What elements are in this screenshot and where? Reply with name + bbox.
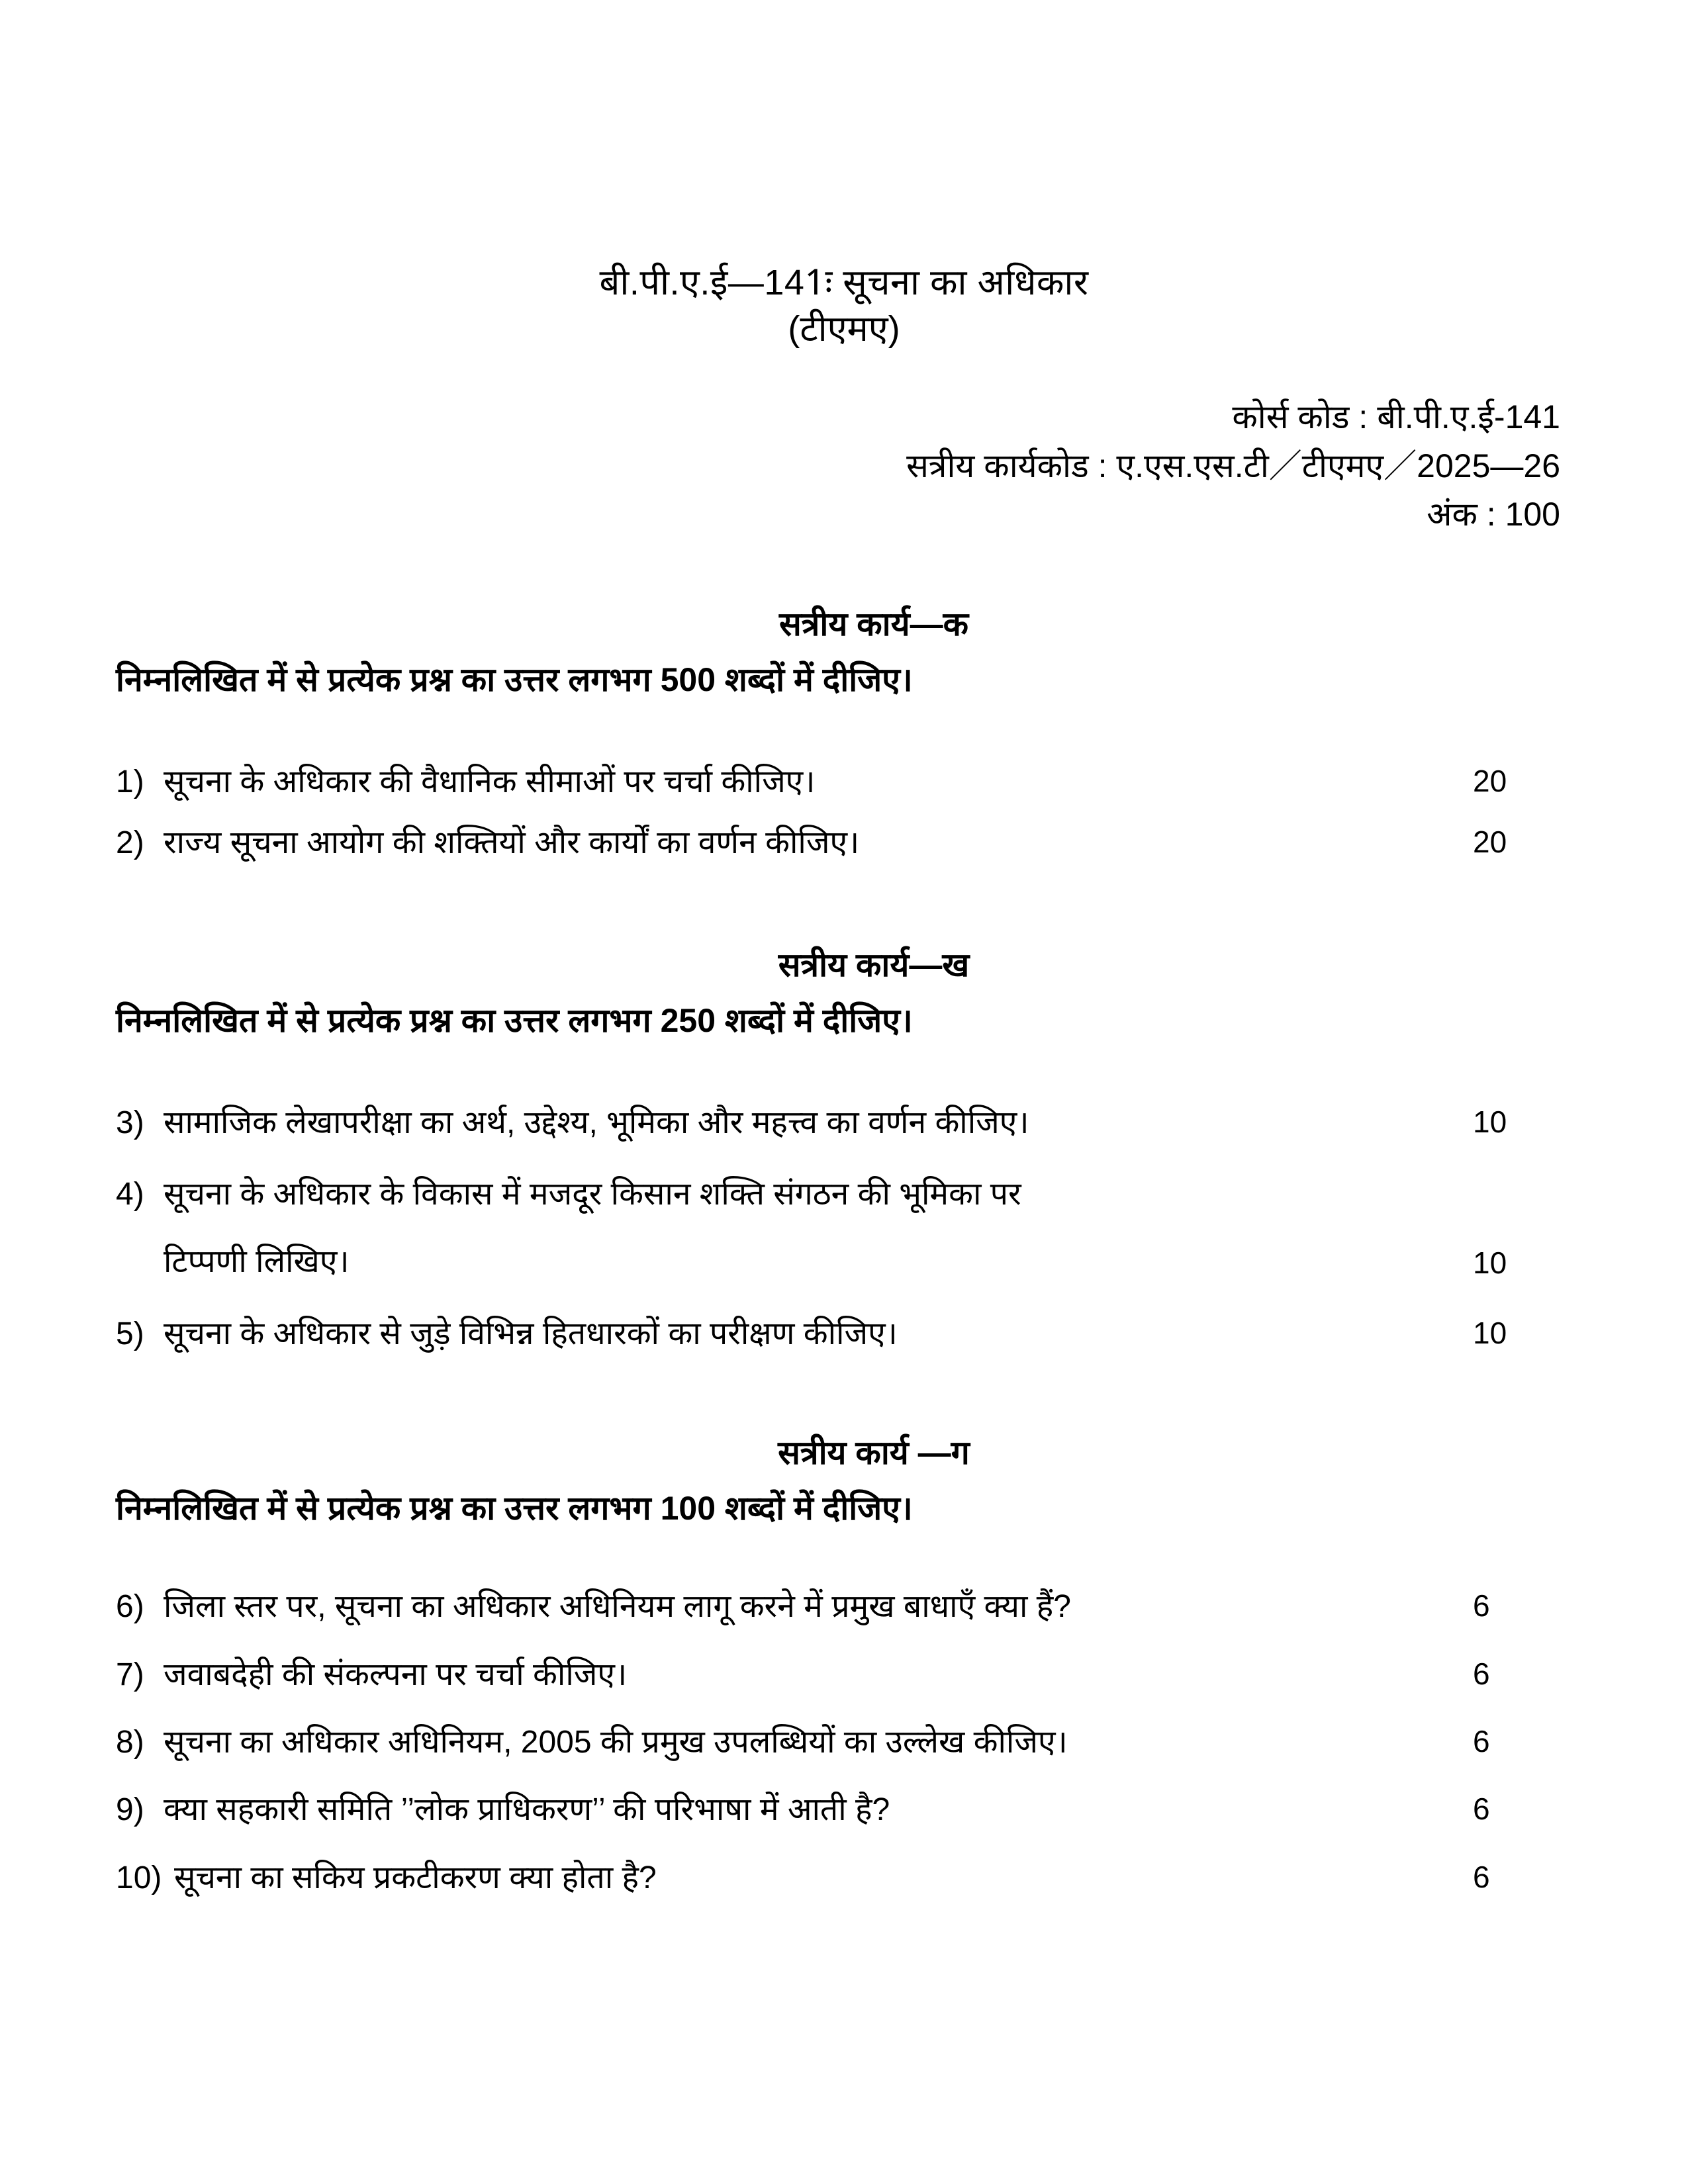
question-number: 4)	[116, 1177, 144, 1212]
question-marks: 6	[1473, 1792, 1490, 1827]
question-text: जिला स्तर पर, सूचना का अधिकार अधिनियम लागू करने में प्रमुख बाधाएँ क्या हैं?	[164, 1589, 1071, 1625]
section-instruction-b: निम्नलिखित में से प्रत्येक प्रश्न का उत्तर लगभग 250 शब्दों में दीजिए।	[116, 1001, 913, 1039]
question-number: 6)	[116, 1589, 144, 1625]
question-text: सूचना का सकिय प्रकटीकरण क्या होता है?	[174, 1860, 657, 1895]
page-content-area	[116, 0, 1572, 2184]
question-number: 1)	[116, 764, 144, 799]
question-row	[116, 823, 1572, 864]
question-row	[116, 1655, 1572, 1696]
page-subtitle: (टीएमए)	[788, 309, 900, 349]
question-marks: 6	[1473, 1656, 1490, 1691]
question-row	[116, 1790, 1572, 1831]
question-marks: 10	[1473, 1104, 1507, 1139]
question-number: 5)	[116, 1316, 144, 1351]
question-row	[116, 1722, 1572, 1763]
question-row	[116, 1174, 1572, 1283]
question-marks: 10	[1473, 1315, 1507, 1350]
question-row	[116, 762, 1572, 803]
question-marks: 20	[1473, 763, 1507, 798]
question-text: सामाजिक लेखापरीक्षा का अर्थ, उद्देश्य, भूमिका और महत्त्व का वर्णन कीजिए।	[164, 1105, 1029, 1140]
question-text: राज्य सूचना आयोग की शक्तियों और कार्यों का वर्णन कीजिए।	[164, 825, 860, 861]
question-list-c	[116, 1586, 1572, 1899]
question-text: क्या सहकारी समिति ’’लोक प्राधिकरण’’ की परिभाषा में आती है?	[164, 1792, 890, 1828]
question-row	[116, 1103, 1572, 1144]
section-heading-a: सत्रीय कार्य—क	[779, 605, 968, 643]
question-number: 2)	[116, 825, 144, 861]
assignment-code-line: सत्रीय कार्यकोड : ए.एस.एस.टी／टीएमए／2025—26	[906, 447, 1560, 484]
question-text-line1: सूचना के अधिकार के विकास में मजदूर किसान शक्ति संगठन की भूमिका पर	[164, 1177, 1021, 1212]
question-number: 10)	[116, 1860, 162, 1895]
question-marks: 6	[1473, 1588, 1490, 1623]
question-marks: 20	[1473, 825, 1507, 860]
section-heading-c: सत्रीय कार्य —ग	[778, 1434, 970, 1472]
section-instruction-c: निम्नलिखित में से प्रत्येक प्रश्न का उत्तर लगभग 100 शब्दों में दीजिए।	[116, 1490, 913, 1527]
question-text	[164, 1174, 1473, 1283]
question-list-b	[116, 1103, 1572, 1355]
question-text-line2: टिप्पणी लिखिए।	[164, 1244, 350, 1280]
page-title: बी.पी.ए.ई—141ः सूचना का अधिकार	[599, 263, 1089, 302]
question-marks: 6	[1473, 1859, 1490, 1894]
question-row	[116, 1314, 1572, 1355]
question-row	[116, 1586, 1572, 1627]
question-list-a	[116, 762, 1572, 864]
question-text: सूचना का अधिकार अधिनियम, 2005 की प्रमुख उपलब्धियों का उल्लेख कीजिए।	[164, 1725, 1068, 1760]
question-number: 9)	[116, 1792, 144, 1828]
question-text: जवाबदेही की संकल्पना पर चर्चा कीजिए।	[164, 1657, 628, 1692]
section-heading-b: सत्रीय कार्य—ख	[778, 946, 970, 983]
question-text: सूचना के अधिकार से जुड़े विभिन्न हितधारकों का परीक्षण कीजिए।	[164, 1316, 898, 1351]
max-marks-line: अंक : 100	[1427, 496, 1560, 533]
section-instruction-a: निम्नलिखित में से प्रत्येक प्रश्न का उत्तर लगभग 500 शब्दों में दीजिए।	[116, 660, 913, 698]
question-number: 8)	[116, 1725, 144, 1760]
question-row	[116, 1858, 1572, 1899]
course-meta-block	[116, 393, 1572, 539]
question-number: 7)	[116, 1657, 144, 1692]
question-number: 3)	[116, 1105, 144, 1140]
course-code-line: कोर्स कोड : बी.पी.ए.ई-141	[1232, 398, 1560, 436]
question-text: सूचना के अधिकार की वैधानिक सीमाओं पर चर्चा कीजिए।	[164, 764, 816, 799]
question-marks: 6	[1473, 1724, 1490, 1758]
question-marks: 10	[1473, 1246, 1507, 1281]
